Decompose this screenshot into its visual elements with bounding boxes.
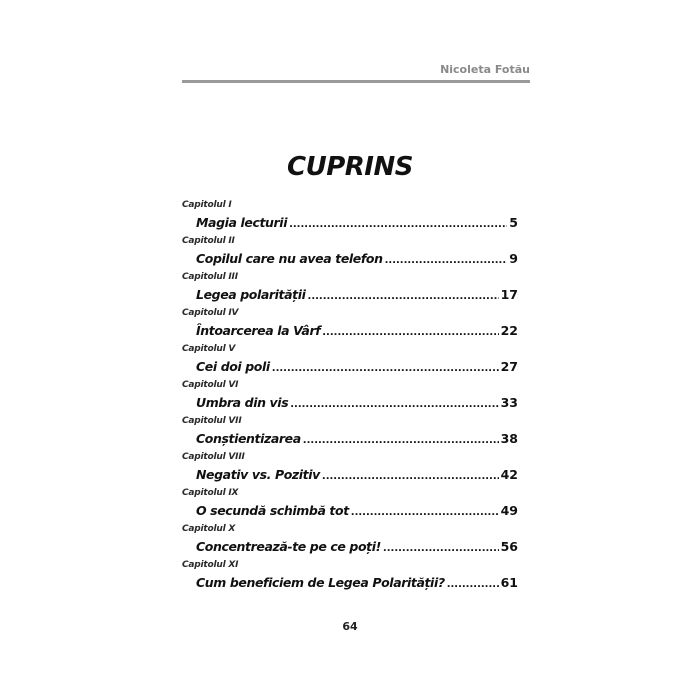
chapter-title: Negativ vs. Pozitiv <box>196 467 320 482</box>
chapter-page-number: 17 <box>500 287 518 302</box>
page-title: CUPRINS <box>287 152 413 182</box>
chapter-label: Capitolul II <box>182 236 235 246</box>
chapter-title: Întoarcerea la Vârf <box>196 323 321 338</box>
toc-entry <box>196 248 518 270</box>
dot-leader <box>308 286 499 308</box>
chapter-page-number: 22 <box>500 323 518 338</box>
dot-leader <box>351 502 499 524</box>
running-header-author: Nicoleta Fotău <box>440 63 530 76</box>
chapter-label: Capitolul III <box>182 272 238 282</box>
chapter-title: Cei doi poli <box>196 359 270 374</box>
chapter-label: Capitolul V <box>182 344 236 354</box>
header-rule <box>182 80 530 83</box>
page-number: 64 <box>342 620 358 633</box>
chapter-title: Copilul care nu avea telefon <box>196 251 383 266</box>
chapter-title: Cum beneficiem de Legea Polarității? <box>196 575 445 590</box>
dot-leader <box>385 250 508 272</box>
toc-entry <box>196 464 518 486</box>
chapter-page-number: 33 <box>500 395 518 410</box>
dot-leader <box>383 538 499 560</box>
chapter-page-number: 42 <box>500 467 518 482</box>
chapter-label: Capitolul IX <box>182 488 239 498</box>
dot-leader <box>322 466 499 488</box>
chapter-title: Umbra din vis <box>196 395 289 410</box>
toc-entry <box>196 392 518 414</box>
chapter-page-number: 9 <box>509 251 518 266</box>
toc-entry <box>196 284 518 306</box>
chapter-page-number: 5 <box>509 215 518 230</box>
toc-entry <box>196 428 518 450</box>
table-of-contents <box>182 198 522 594</box>
dot-leader <box>303 430 499 452</box>
chapter-label: Capitolul I <box>182 200 232 210</box>
chapter-page-number: 27 <box>500 359 518 374</box>
chapter-title: Magia lecturii <box>196 215 288 230</box>
chapter-label: Capitolul X <box>182 524 236 534</box>
toc-entry <box>196 320 518 342</box>
chapter-title: Legea polarității <box>196 287 306 302</box>
dot-leader <box>272 358 499 380</box>
chapter-title: Concentrează-te pe ce poți! <box>196 539 381 554</box>
toc-entry <box>196 572 518 594</box>
dot-leader <box>290 394 498 416</box>
toc-entry <box>196 536 518 558</box>
chapter-label: Capitolul VI <box>182 380 239 390</box>
chapter-title: Conștientizarea <box>196 431 301 446</box>
chapter-page-number: 49 <box>500 503 518 518</box>
chapter-page-number: 56 <box>500 539 518 554</box>
chapter-page-number: 38 <box>500 431 518 446</box>
dot-leader <box>289 214 507 236</box>
chapter-page-number: 61 <box>500 575 518 590</box>
chapter-label: Capitolul VIII <box>182 452 245 462</box>
chapter-label: Capitolul IV <box>182 308 239 318</box>
toc-entry <box>196 500 518 522</box>
toc-entry <box>196 212 518 234</box>
dot-leader <box>322 322 498 344</box>
toc-entry <box>196 356 518 378</box>
chapter-label: Capitolul VII <box>182 416 242 426</box>
dot-leader <box>447 574 499 596</box>
chapter-label: Capitolul XI <box>182 560 239 570</box>
chapter-title: O secundă schimbă tot <box>196 503 349 518</box>
